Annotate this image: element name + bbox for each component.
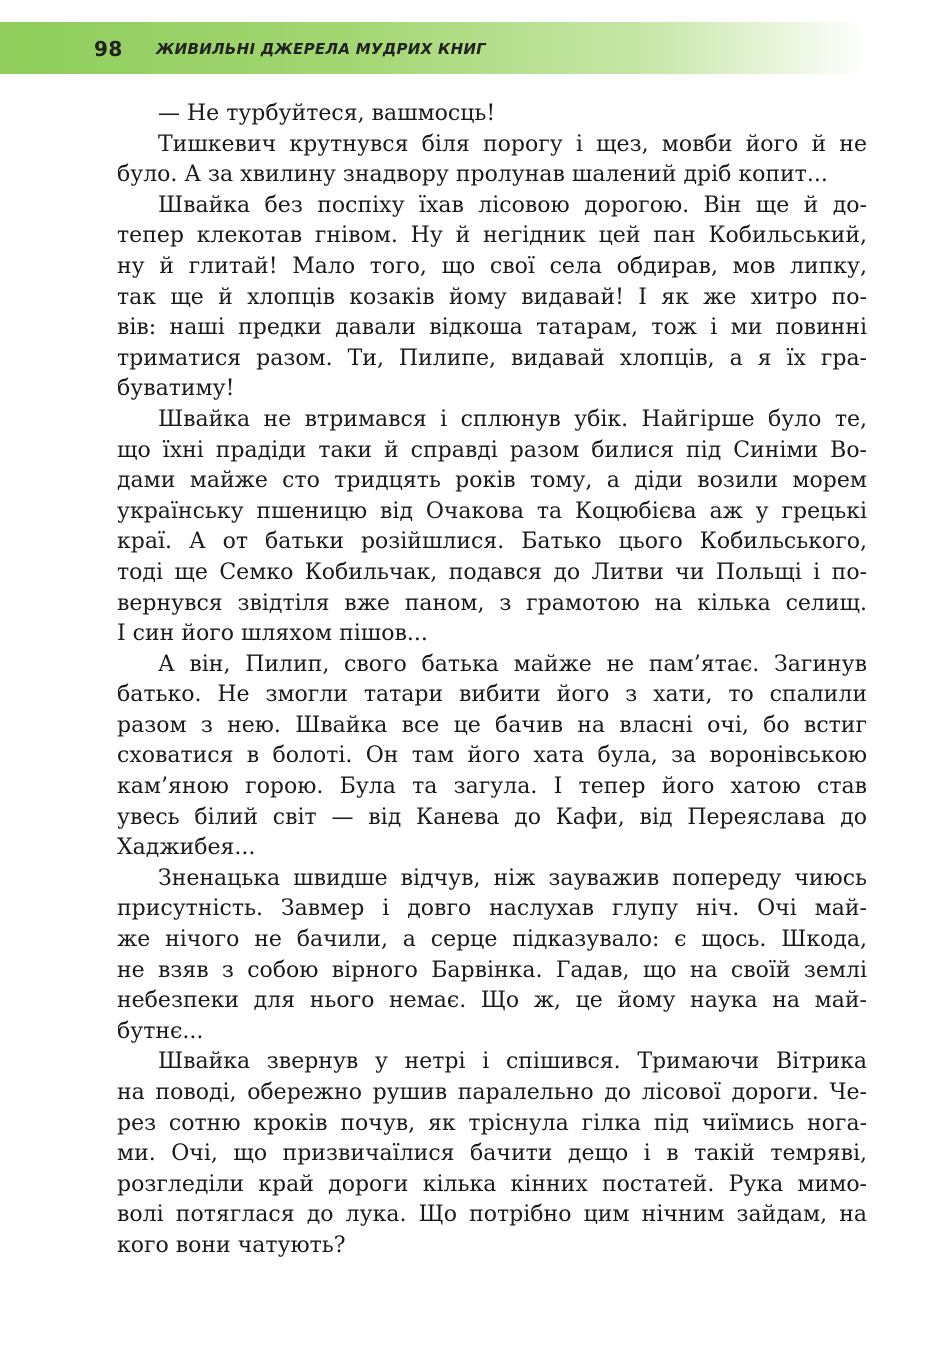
text-line: волі потяглася до лука. Що потрібно цим нічним зайдам, на <box>117 1202 867 1228</box>
text-line: І син його шляхом пішов... <box>117 621 428 647</box>
text-line: ну й глитай! Мало того, що свої села обдирав, мов липку, <box>117 253 867 279</box>
text-line: присутність. Завмер і довго наслухав глупу ніч. Очі май- <box>117 896 867 922</box>
text-line: кам’яною горою. Була та загула. І тепер його хатою став <box>117 774 867 800</box>
text-line: бутнє... <box>117 1018 204 1044</box>
text-line: не взяв з собою вірного Барвінка. Гадав, що на своїй землі <box>117 957 867 983</box>
text-line: разом з нею. Швайка все це бачив на власні очі, бо встиг <box>117 712 867 738</box>
paragraph <box>117 405 867 650</box>
paragraph <box>117 1047 867 1261</box>
text-line: тоді ще Семко Кобильчак, подався до Литви чи Польщі і по- <box>117 559 867 585</box>
paragraph <box>117 130 867 191</box>
text-line: Зненацька швидше відчув, ніж зауважив попереду чиюсь <box>158 865 867 891</box>
text-line: Хаджибея... <box>117 835 256 861</box>
paragraph <box>117 864 867 1048</box>
text-line: тепер клекотав гнівом. Ну й негідник цей пан Кобильський, <box>117 223 867 249</box>
text-line: Швайка не втримався і сплюнув убік. Найгірше було те, <box>158 406 867 432</box>
text-line: небезпеки для нього немає. Що ж, це йому наука на май- <box>117 988 867 1014</box>
paragraph <box>117 191 867 405</box>
text-line: Тишкевич крутнувся біля порогу і щез, мовби його й не <box>158 131 867 157</box>
text-line: краї. А от батьки розійшлися. Батько цього Кобильського, <box>117 529 867 555</box>
text-line: вів: наші предки давали відкоша татарам, тож і ми повинні <box>117 315 867 341</box>
text-line: дами майже сто тридцять років тому, а діди возили морем <box>117 468 867 494</box>
text-line: було. А за хвилину знадвору пролунав шалений дріб копит... <box>117 162 828 188</box>
text-line: — Не турбуйтеся, вашмосць! <box>158 101 496 126</box>
text-line: українську пшеницю від Очакова та Коцюбієва аж у грецькі <box>117 498 867 524</box>
running-title: ЖИВИЛЬНІ ДЖЕРЕЛА МУДРИХ КНИГ <box>156 40 487 58</box>
text-line: Швайка без поспіху їхав лісовою дорогою. Він ще й до- <box>158 192 867 218</box>
text-line: А він, Пилип, свого батька майже не пам’ятає. Загинув <box>158 651 867 677</box>
text-line: що їхні прадіди таки й справді разом билися під Синіми Во- <box>117 437 867 463</box>
text-line: же нічого не бачили, а серце підказувало: є щось. Шкода, <box>117 927 867 953</box>
text-line: батько. Не змогли татари вибити його з хати, то спалили <box>117 682 867 708</box>
text-line: на поводі, обережно рушив паралельно до лісової дороги. Че- <box>117 1080 867 1105</box>
text-line: триматися разом. Ти, Пилипе, видавай хлопців, а я їх гра- <box>117 345 867 371</box>
text-line: Швайка звернув у нетрі і спішився. Тримаючи Вітрика <box>158 1049 867 1075</box>
text-line: розгледіли край дороги кілька кінних постатей. Рука мимо- <box>117 1171 867 1197</box>
text-line: рез сотню кроків почув, як тріснула гілка під чиїмись нога- <box>117 1110 867 1136</box>
text-line: ми. Очі, що призвичаїлися бачити дещо і в такій темряві, <box>117 1141 867 1167</box>
text-line: вернувся звідтіля вже паном, з грамотою на кілька селищ. <box>117 590 867 616</box>
paragraph <box>117 99 867 130</box>
text-line: увесь білий світ — від Канева до Кафи, від Переяслава до <box>117 804 867 830</box>
text-line: сховатися в болоті. Он там його хата була, за воронівською <box>117 743 867 769</box>
page-number: 98 <box>94 37 123 61</box>
text-line: кого вони чатують? <box>117 1232 346 1258</box>
text-line: буватиму! <box>117 376 235 402</box>
text-body <box>117 99 867 1262</box>
paragraph <box>117 650 867 864</box>
text-line: так ще й хлопців козаків йому видавай! І як же хитро по- <box>117 284 867 310</box>
